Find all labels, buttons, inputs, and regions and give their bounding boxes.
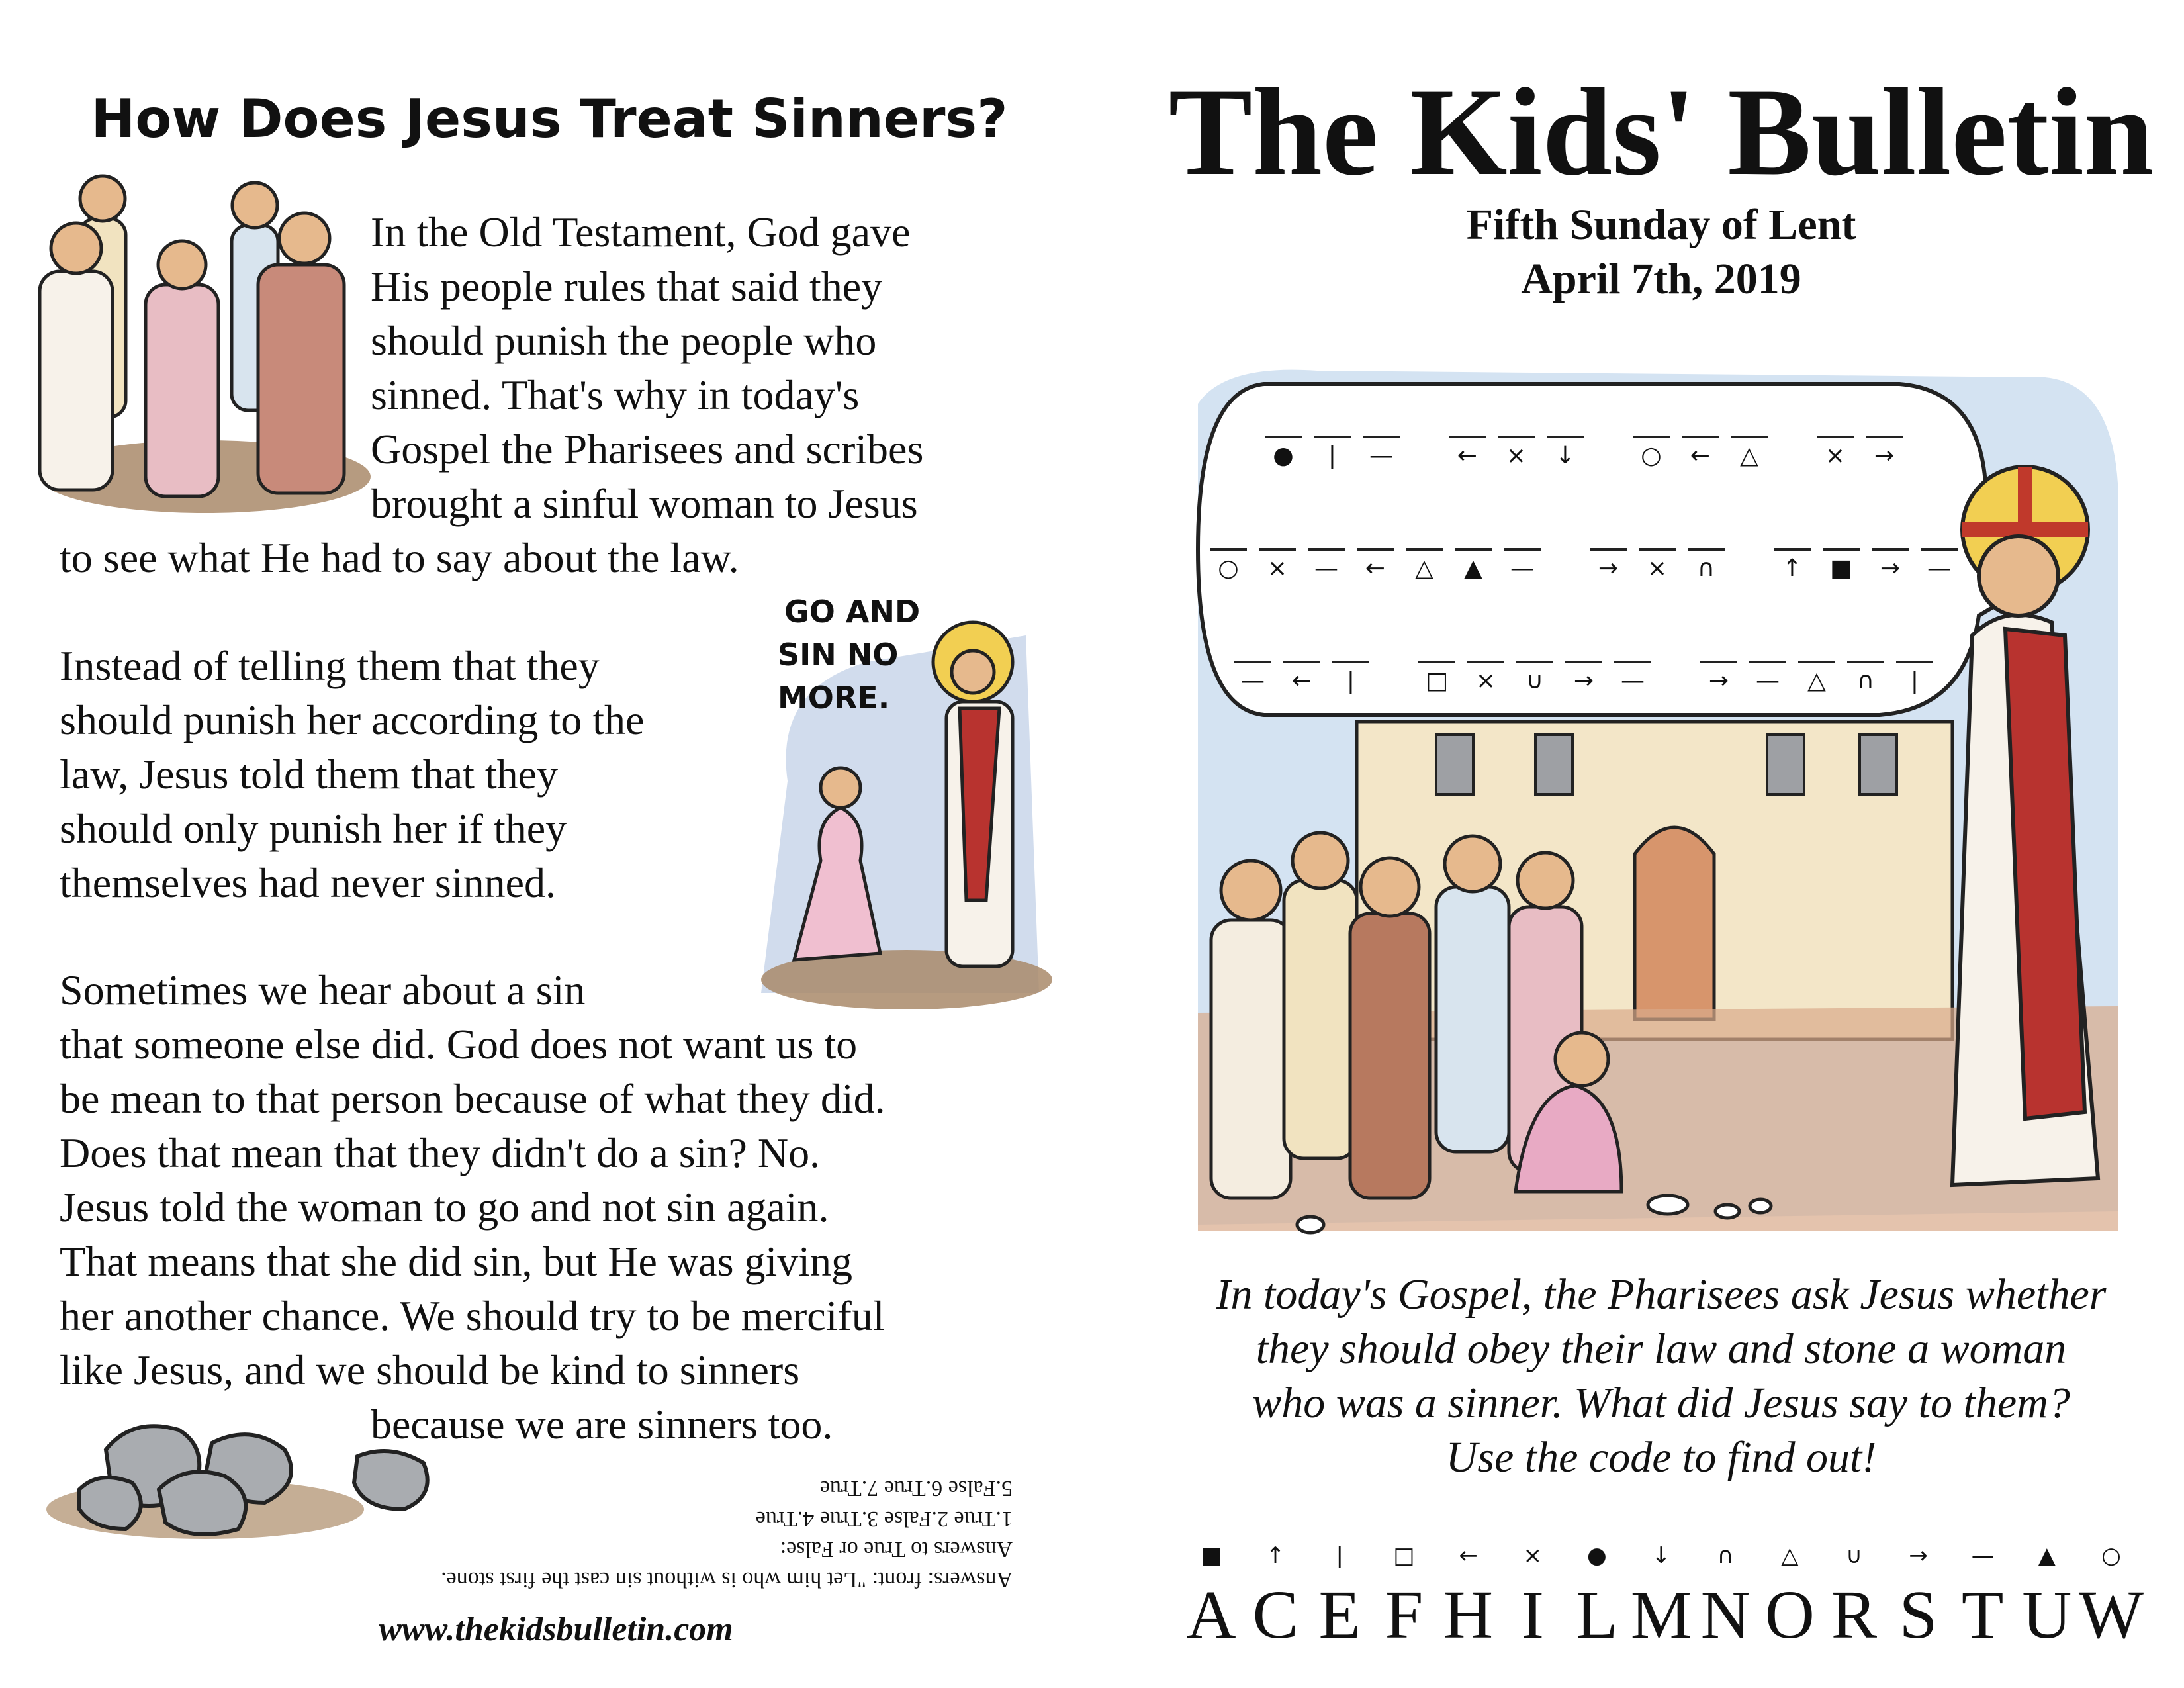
code-key-symbol: ←	[1459, 1542, 1478, 1569]
puzzle-symbol: ←	[1291, 667, 1312, 694]
bulletin-date: April 7th, 2019	[1521, 255, 1801, 303]
code-key-letter: U	[2022, 1577, 2072, 1653]
code-key-entry	[1185, 1536, 1238, 1655]
caption-line: Use the code to find out!	[1445, 1433, 1877, 1481]
code-key-symbol: ●	[1587, 1542, 1607, 1569]
puzzle-symbol: ▲	[1464, 555, 1482, 582]
code-key-entry	[1313, 1536, 1366, 1655]
paragraph-2-line: should punish her according to the	[60, 696, 645, 743]
paragraph-1-line: In the Old Testament, God gave	[371, 209, 911, 256]
code-key-entry	[2078, 1536, 2144, 1655]
code-key-letter: I	[1521, 1577, 1545, 1653]
code-key-symbol: ∩	[1717, 1542, 1734, 1569]
paragraph-3-line: that someone else did. God does not want us to	[60, 1021, 858, 1068]
code-key-symbol: —	[1971, 1542, 1994, 1569]
code-key-symbol: ○	[2101, 1542, 2121, 1569]
puzzle-symbol: ×	[1647, 555, 1668, 582]
puzzle-symbol: —	[1621, 667, 1645, 694]
code-key-entry	[2021, 1536, 2073, 1655]
puzzle-symbol: →	[1573, 667, 1594, 694]
puzzle-symbol: ←	[1457, 442, 1478, 469]
puzzle-symbol: ○	[1641, 442, 1662, 469]
jesus-and-woman-illustration	[748, 583, 1059, 1019]
puzzle-symbol: —	[1927, 555, 1951, 582]
code-key-entry	[1570, 1536, 1623, 1655]
paragraph-3-line: Does that mean that they didn't do a sin? No.	[60, 1129, 821, 1176]
code-key-entry	[1763, 1536, 1816, 1655]
code-key-letter: S	[1899, 1577, 1938, 1653]
code-key-entry	[1249, 1536, 1302, 1655]
puzzle-symbol: ↑	[1782, 555, 1803, 582]
code-key-entry	[1377, 1536, 1430, 1655]
website-link[interactable]: www.thekidsbulletin.com	[379, 1611, 733, 1648]
code-key-letter: C	[1252, 1577, 1298, 1653]
paragraph-3-line: her another chance. We should try to be merciful	[60, 1292, 885, 1339]
answer-line: Answers to True or False:	[780, 1537, 1013, 1562]
puzzle-symbol: ●	[1273, 442, 1294, 469]
code-key-entry	[1699, 1536, 1752, 1655]
paragraph-1-line: to see what He had to say about the law.	[60, 534, 739, 581]
puzzle-symbol: —	[1510, 555, 1534, 582]
code-key-letter: O	[1764, 1577, 1815, 1653]
code-key-symbol: ■	[1200, 1542, 1222, 1569]
gospel-scene-illustration	[1185, 351, 2124, 1251]
code-key-symbol: ×	[1523, 1542, 1542, 1569]
puzzle-symbol: —	[1314, 555, 1338, 582]
code-key-letter: E	[1318, 1577, 1361, 1653]
paragraph-1-line: should punish the people who	[371, 317, 877, 364]
code-key-symbol: |	[1336, 1542, 1344, 1569]
paragraph-3-line: That means that she did sin, but He was giving	[60, 1238, 853, 1285]
answer-line: 1.True 2.False 3.True 4.True	[755, 1507, 1013, 1531]
puzzle-symbol: —	[1369, 442, 1393, 469]
code-key-symbol: ∪	[1845, 1542, 1862, 1569]
code-key-letter: N	[1700, 1577, 1751, 1653]
liturgical-day: Fifth Sunday of Lent	[1466, 201, 1856, 249]
pharisees-group-illustration	[33, 159, 377, 516]
puzzle-symbol: ×	[1506, 442, 1527, 469]
code-key-entry	[1442, 1536, 1495, 1655]
puzzle-symbol: ∩	[1697, 555, 1715, 582]
answer-line: 5.False 6.True 7.True	[819, 1476, 1013, 1501]
paragraph-1-last-line	[60, 531, 739, 585]
code-key-letter: W	[2078, 1577, 2144, 1653]
paragraph-1	[371, 205, 923, 531]
code-key-letter: R	[1831, 1577, 1878, 1653]
puzzle-symbol: →	[1880, 555, 1901, 582]
speech-line: MORE.	[778, 680, 890, 716]
paragraph-2-line: law, Jesus told them that they	[60, 751, 559, 798]
puzzle-symbol: →	[1708, 667, 1729, 694]
puzzle-symbol: □	[1425, 667, 1449, 694]
paragraph-1-line: His people rules that said they	[371, 263, 883, 310]
paragraph-3-line: Jesus told the woman to go and not sin again.	[60, 1184, 829, 1231]
puzzle-symbol: △	[1740, 442, 1758, 469]
code-key-entry	[1892, 1536, 1945, 1655]
caption-line: they should obey their law and stone a woman	[1255, 1325, 2067, 1373]
paragraph-3-line: because we are sinners too.	[371, 1401, 833, 1448]
paragraph-3-line: be mean to that person because of what they did.	[60, 1075, 886, 1122]
paragraph-2	[60, 639, 644, 910]
puzzle-symbol: ∩	[1856, 667, 1875, 694]
speech-line: SIN NO	[778, 637, 899, 673]
puzzle-symbol: →	[1598, 555, 1619, 582]
code-key-letter: M	[1630, 1577, 1692, 1653]
code-key-entry	[1630, 1536, 1692, 1655]
puzzle-symbol: ○	[1218, 555, 1239, 582]
puzzle-symbol: ←	[1690, 442, 1711, 469]
puzzle-symbol: ×	[1267, 555, 1288, 582]
gospel-caption	[1152, 1268, 2171, 1485]
paragraph-2-line: should only punish her if they	[60, 805, 567, 852]
paragraph-1-line: Gospel the Pharisees and scribes	[371, 426, 924, 473]
puzzle-symbol: |	[1910, 667, 1919, 694]
code-key-entry	[1827, 1536, 1880, 1655]
code-key	[1185, 1536, 2144, 1655]
code-key-symbol: □	[1393, 1542, 1415, 1569]
code-key-letter: T	[1961, 1577, 2004, 1653]
puzzle-symbol: ∪	[1525, 667, 1544, 694]
code-key-letter: A	[1186, 1577, 1236, 1653]
code-key-symbol: △	[1781, 1542, 1799, 1569]
puzzle-symbol: △	[1807, 667, 1826, 694]
paragraph-3-line: Sometimes we hear about a sin	[60, 966, 586, 1013]
upside-down-answers	[318, 1473, 1013, 1595]
code-key-symbol: ▲	[2038, 1542, 2056, 1569]
puzzle-symbol: ×	[1475, 667, 1496, 694]
code-key-symbol: ↓	[1651, 1542, 1671, 1569]
puzzle-symbol: ■	[1829, 555, 1853, 582]
puzzle-symbol: △	[1415, 555, 1433, 582]
puzzle-symbol: —	[1756, 667, 1780, 694]
speech-line: GO AND	[784, 594, 921, 630]
puzzle-symbol: —	[1241, 667, 1265, 694]
paragraph-2-line: Instead of telling them that they	[60, 642, 600, 689]
code-key-entry	[1956, 1536, 2009, 1655]
code-key-letter: F	[1385, 1577, 1424, 1653]
caption-line: who was a sinner. What did Jesus say to them?	[1252, 1379, 2070, 1427]
article-title: How Does Jesus Treat Sinners?	[91, 88, 1008, 150]
paragraph-1-line: sinned. That's why in today's	[371, 371, 860, 418]
code-key-symbol: ↑	[1265, 1542, 1285, 1569]
puzzle-symbol: →	[1874, 442, 1895, 469]
paragraph-1-line: brought a sinful woman to Jesus	[371, 480, 918, 527]
puzzle-symbol: ↓	[1555, 442, 1576, 469]
code-key-symbol: →	[1909, 1542, 1928, 1569]
puzzle-symbol: ×	[1825, 442, 1846, 469]
bulletin-title: The Kids' Bulletin	[1168, 63, 2154, 202]
puzzle-symbol: |	[1328, 442, 1337, 469]
code-key-entry	[1506, 1536, 1559, 1655]
puzzle-symbol: ←	[1365, 555, 1386, 582]
code-key-letter: L	[1576, 1577, 1618, 1653]
puzzle-symbol: |	[1346, 667, 1355, 694]
answer-line: Answers: front: "Let him who is without sin cast the first stone.	[441, 1568, 1013, 1592]
paragraph-3-line: like Jesus, and we should be kind to sinners	[60, 1346, 800, 1393]
code-key-letter: H	[1443, 1577, 1494, 1653]
paragraph-2-line: themselves had never sinned.	[60, 859, 556, 906]
caption-line: In today's Gospel, the Pharisees ask Jesus whether	[1216, 1270, 2107, 1319]
paragraph-3	[60, 963, 886, 1397]
